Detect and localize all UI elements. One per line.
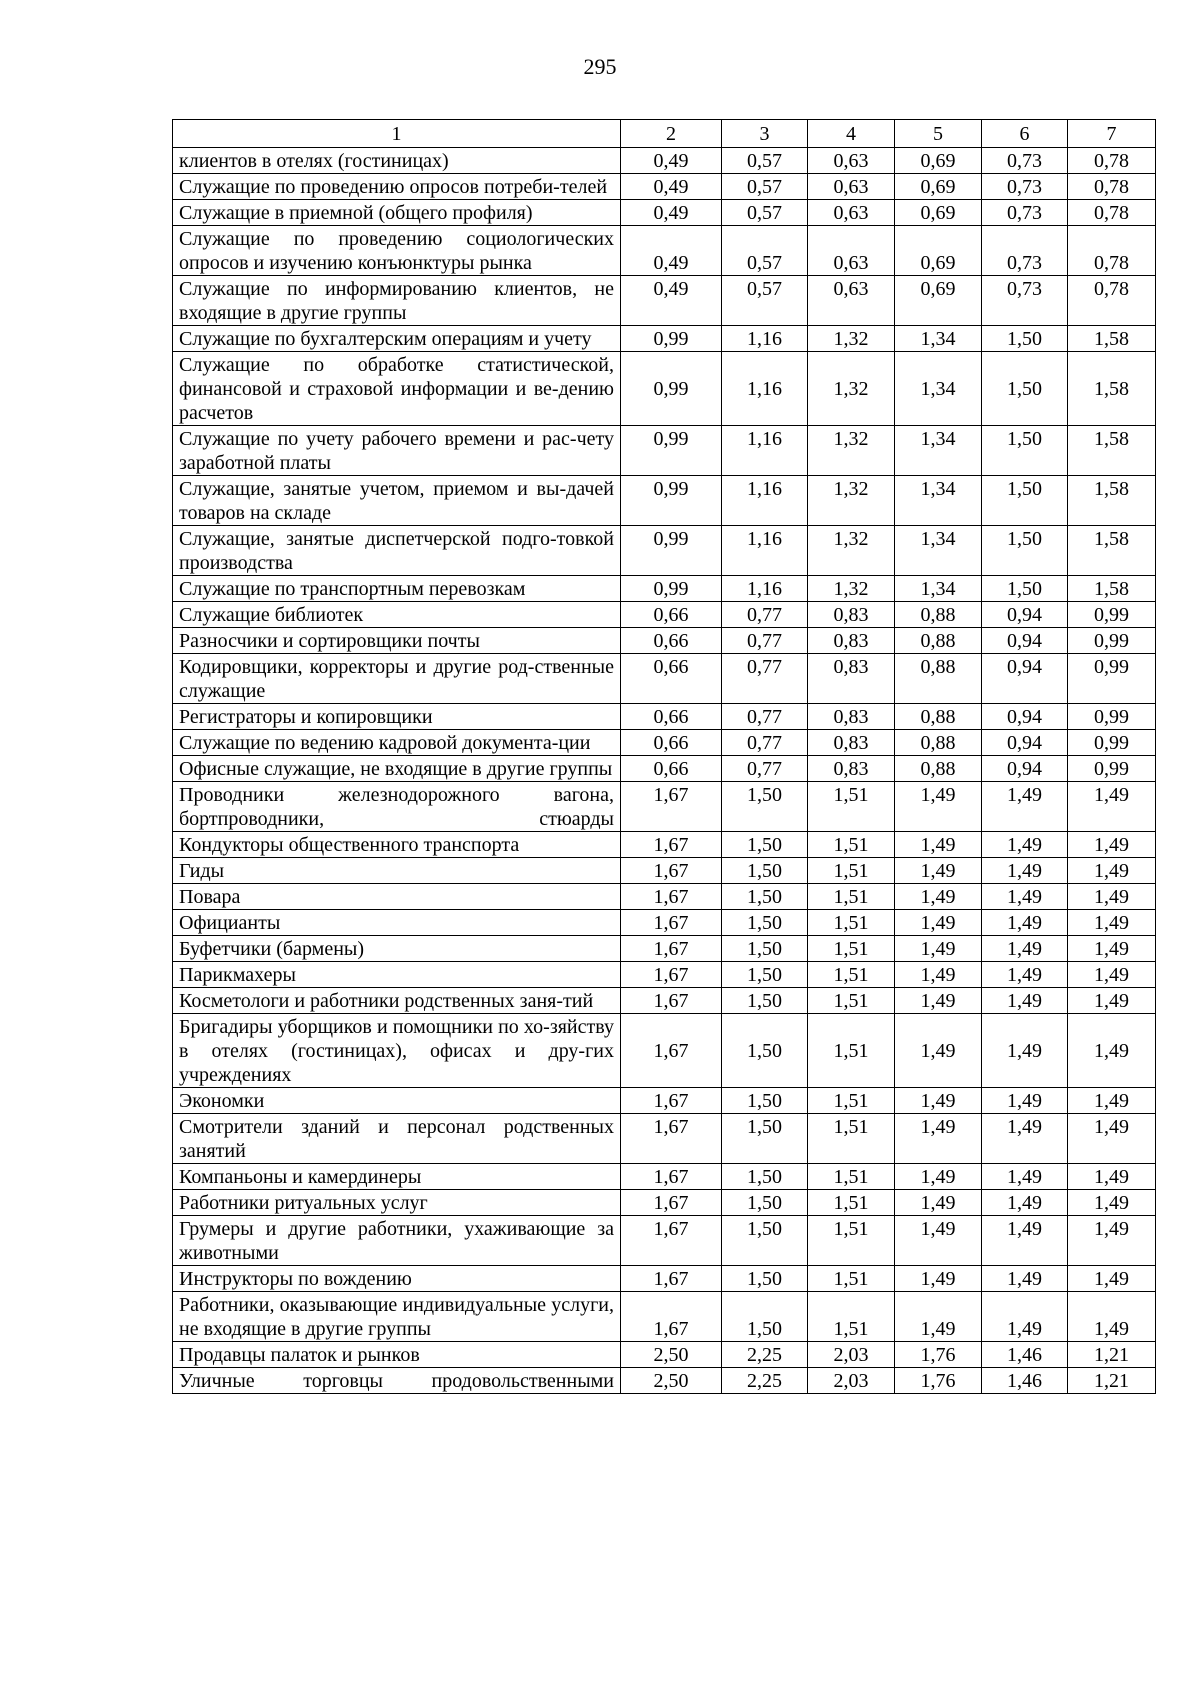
occupation-name: Гиды: [173, 858, 621, 884]
coefficient-cell: 1,50: [982, 326, 1068, 352]
coefficient-cell: 2,03: [808, 1342, 895, 1368]
coefficient-cell: 1,49: [1068, 1216, 1156, 1266]
coefficient-cell: 0,69: [895, 200, 982, 226]
occupation-name: Работники, оказывающие индивидуальные услуги, не входящие в другие группы: [173, 1292, 621, 1342]
coefficient-cell: 1,67: [621, 858, 722, 884]
coefficient-cell: 1,34: [895, 426, 982, 476]
coefficient-cell: 1,50: [722, 1088, 808, 1114]
table-row: [173, 910, 1156, 936]
coefficient-cell: 0,78: [1068, 148, 1156, 174]
coefficient-cell: 1,16: [722, 576, 808, 602]
coefficient-cell: 0,57: [722, 200, 808, 226]
occupation-name: Инструкторы по вождению: [173, 1266, 621, 1292]
coefficient-cell: 0,69: [895, 276, 982, 326]
occupation-name: Парикмахеры: [173, 962, 621, 988]
occupation-name: Служащие в приемной (общего профиля): [173, 200, 621, 226]
coefficient-cell: 0,94: [982, 602, 1068, 628]
coefficient-cell: 1,67: [621, 1014, 722, 1088]
coefficient-cell: 0,49: [621, 174, 722, 200]
table-row: [173, 426, 1156, 476]
coefficient-cell: 1,49: [1068, 1088, 1156, 1114]
coefficient-cell: 0,99: [621, 526, 722, 576]
coefficient-cell: 1,51: [808, 1114, 895, 1164]
coefficient-cell: 1,49: [895, 1114, 982, 1164]
coefficient-cell: 2,25: [722, 1368, 808, 1394]
table-row: [173, 730, 1156, 756]
coefficient-cell: 0,94: [982, 654, 1068, 704]
coefficient-cell: 1,49: [1068, 962, 1156, 988]
coefficient-cell: 2,25: [722, 1342, 808, 1368]
coefficient-cell: 1,34: [895, 476, 982, 526]
coefficient-cell: 1,49: [895, 782, 982, 832]
coefficient-cell: 0,99: [1068, 628, 1156, 654]
occupation-name: Служащие по бухгалтерским операциям и учету: [173, 326, 621, 352]
table-row: [173, 756, 1156, 782]
coefficient-cell: 0,73: [982, 226, 1068, 276]
coefficient-cell: 1,49: [1068, 782, 1156, 832]
coefficient-cell: 0,69: [895, 226, 982, 276]
coefficient-cell: 0,99: [621, 326, 722, 352]
coefficient-cell: 1,16: [722, 526, 808, 576]
table-row: [173, 1266, 1156, 1292]
coefficient-cell: 1,58: [1068, 326, 1156, 352]
table-row: [173, 326, 1156, 352]
coefficient-cell: 0,88: [895, 730, 982, 756]
coefficient-cell: 1,21: [1068, 1342, 1156, 1368]
coefficient-cell: 0,63: [808, 200, 895, 226]
occupation-name: Грумеры и другие работники, ухаживающие за животными: [173, 1216, 621, 1266]
coefficient-cell: 1,67: [621, 782, 722, 832]
coefficient-cell: 1,49: [1068, 1190, 1156, 1216]
occupation-name: Смотрители зданий и персонал родственных занятий: [173, 1114, 621, 1164]
coefficient-cell: 0,66: [621, 628, 722, 654]
occupation-name: Продавцы палаток и рынков: [173, 1342, 621, 1368]
coefficient-cell: 1,67: [621, 1292, 722, 1342]
coefficient-cell: 1,49: [982, 1266, 1068, 1292]
coefficient-cell: 1,49: [982, 1014, 1068, 1088]
coefficient-cell: 1,58: [1068, 426, 1156, 476]
coefficient-cell: 0,66: [621, 730, 722, 756]
occupation-name: Буфетчики (бармены): [173, 936, 621, 962]
coefficient-cell: 0,94: [982, 756, 1068, 782]
coefficient-cell: 1,49: [895, 1164, 982, 1190]
table-body: [173, 120, 1156, 1394]
coefficient-cell: 1,49: [895, 936, 982, 962]
coefficient-cell: 0,49: [621, 226, 722, 276]
coefficient-cell: 0,77: [722, 704, 808, 730]
header-cell: 3: [722, 120, 808, 148]
coefficient-cell: 1,50: [722, 910, 808, 936]
coefficient-cell: 1,16: [722, 352, 808, 426]
coefficient-cell: 1,51: [808, 1164, 895, 1190]
coefficient-cell: 0,77: [722, 602, 808, 628]
coefficient-cell: 1,49: [1068, 858, 1156, 884]
coefficient-cell: 1,67: [621, 1114, 722, 1164]
table-row: [173, 576, 1156, 602]
coefficient-cell: 1,67: [621, 988, 722, 1014]
coefficient-cell: 0,83: [808, 730, 895, 756]
coefficient-cell: 1,49: [1068, 910, 1156, 936]
coefficient-cell: 1,50: [982, 526, 1068, 576]
coefficients-table: [172, 119, 1156, 1394]
coefficient-cell: 0,63: [808, 174, 895, 200]
coefficient-cell: 1,51: [808, 1088, 895, 1114]
coefficient-cell: 1,49: [895, 1014, 982, 1088]
coefficient-cell: 0,49: [621, 200, 722, 226]
occupation-name: Косметологи и работники родственных заня-тий: [173, 988, 621, 1014]
occupation-name: Регистраторы и копировщики: [173, 704, 621, 730]
coefficient-cell: 0,49: [621, 276, 722, 326]
coefficient-cell: 1,50: [722, 1114, 808, 1164]
coefficient-cell: 2,50: [621, 1368, 722, 1394]
coefficient-cell: 0,78: [1068, 174, 1156, 200]
coefficient-cell: 1,58: [1068, 476, 1156, 526]
coefficient-cell: 0,88: [895, 704, 982, 730]
table-row: [173, 276, 1156, 326]
coefficient-cell: 1,51: [808, 988, 895, 1014]
coefficient-cell: 1,50: [722, 936, 808, 962]
coefficient-cell: 1,50: [722, 1164, 808, 1190]
coefficient-cell: 2,50: [621, 1342, 722, 1368]
coefficient-cell: 1,49: [982, 782, 1068, 832]
coefficient-cell: 1,49: [982, 936, 1068, 962]
coefficient-cell: 1,49: [1068, 936, 1156, 962]
coefficient-cell: 1,34: [895, 352, 982, 426]
table-row: [173, 148, 1156, 174]
table-row: [173, 1088, 1156, 1114]
coefficient-cell: 1,49: [982, 1088, 1068, 1114]
occupation-name: Служащие, занятые диспетчерской подго-товкой производства: [173, 526, 621, 576]
table-row: [173, 988, 1156, 1014]
coefficient-cell: 1,49: [895, 962, 982, 988]
coefficient-cell: 1,76: [895, 1342, 982, 1368]
coefficient-cell: 0,94: [982, 628, 1068, 654]
coefficient-cell: 0,77: [722, 730, 808, 756]
coefficient-cell: 0,83: [808, 756, 895, 782]
occupation-name: Служащие по проведению опросов потреби-телей: [173, 174, 621, 200]
coefficient-cell: 1,49: [982, 988, 1068, 1014]
coefficient-cell: 1,49: [895, 1216, 982, 1266]
occupation-name: Служащие по проведению социологических опросов и изучению конъюнктуры рынка: [173, 226, 621, 276]
table-row: [173, 1368, 1156, 1394]
coefficient-cell: 1,49: [1068, 1164, 1156, 1190]
table-row: [173, 1216, 1156, 1266]
coefficient-cell: 1,50: [722, 782, 808, 832]
table-row: [173, 174, 1156, 200]
table-row: [173, 1342, 1156, 1368]
coefficient-cell: 1,21: [1068, 1368, 1156, 1394]
coefficient-cell: 0,88: [895, 628, 982, 654]
coefficient-cell: 1,49: [895, 910, 982, 936]
table-row: [173, 962, 1156, 988]
coefficient-cell: 0,83: [808, 628, 895, 654]
coefficient-cell: 1,51: [808, 1292, 895, 1342]
coefficient-cell: 1,51: [808, 1266, 895, 1292]
coefficient-cell: 1,46: [982, 1368, 1068, 1394]
coefficient-cell: 1,49: [982, 1292, 1068, 1342]
coefficient-cell: 0,77: [722, 756, 808, 782]
coefficient-cell: 1,49: [1068, 1292, 1156, 1342]
coefficient-cell: 0,78: [1068, 276, 1156, 326]
coefficient-cell: 1,49: [982, 910, 1068, 936]
occupation-name: Служащие по транспортным перевозкам: [173, 576, 621, 602]
table-row: [173, 1114, 1156, 1164]
coefficient-cell: 1,67: [621, 962, 722, 988]
coefficient-cell: 0,88: [895, 602, 982, 628]
coefficient-cell: 0,83: [808, 704, 895, 730]
coefficient-cell: 1,67: [621, 936, 722, 962]
coefficient-cell: 2,03: [808, 1368, 895, 1394]
coefficient-cell: 1,51: [808, 884, 895, 910]
coefficient-cell: 0,57: [722, 226, 808, 276]
coefficient-cell: 1,49: [1068, 1266, 1156, 1292]
header-cell: 5: [895, 120, 982, 148]
coefficient-cell: 1,67: [621, 1088, 722, 1114]
coefficient-cell: 1,51: [808, 782, 895, 832]
occupation-name: Бригадиры уборщиков и помощники по хо-зяйству в отелях (гостиницах), офисах и дру-гих учреждениях: [173, 1014, 621, 1088]
coefficient-cell: 1,49: [1068, 1014, 1156, 1088]
page-number: 295: [583, 54, 617, 79]
table-row: [173, 936, 1156, 962]
coefficient-cell: 0,69: [895, 148, 982, 174]
coefficient-cell: 1,50: [982, 476, 1068, 526]
coefficient-cell: 1,16: [722, 476, 808, 526]
coefficient-cell: 1,51: [808, 1190, 895, 1216]
coefficient-cell: 1,49: [1068, 884, 1156, 910]
coefficient-cell: 1,32: [808, 476, 895, 526]
coefficient-cell: 1,50: [722, 962, 808, 988]
occupation-name: Уличные торговцы продовольственными: [173, 1368, 621, 1394]
coefficient-cell: 0,88: [895, 756, 982, 782]
coefficient-cell: 1,49: [895, 988, 982, 1014]
occupation-name: Работники ритуальных услуг: [173, 1190, 621, 1216]
occupation-name: Служащие библиотек: [173, 602, 621, 628]
coefficient-cell: 0,99: [1068, 602, 1156, 628]
coefficient-cell: 0,63: [808, 226, 895, 276]
occupation-name: Служащие по учету рабочего времени и рас-чету заработной платы: [173, 426, 621, 476]
coefficient-cell: 1,58: [1068, 576, 1156, 602]
coefficient-cell: 1,49: [982, 1216, 1068, 1266]
coefficient-cell: 0,49: [621, 148, 722, 174]
occupation-name: Служащие по информированию клиентов, не входящие в другие группы: [173, 276, 621, 326]
table-row: [173, 704, 1156, 730]
table-row: [173, 832, 1156, 858]
header-cell: 7: [1068, 120, 1156, 148]
coefficient-cell: 0,69: [895, 174, 982, 200]
coefficient-cell: 1,34: [895, 326, 982, 352]
coefficient-cell: 0,99: [621, 352, 722, 426]
coefficient-cell: 0,78: [1068, 200, 1156, 226]
table-row: [173, 1164, 1156, 1190]
occupation-name: Повара: [173, 884, 621, 910]
coefficient-cell: 1,46: [982, 1342, 1068, 1368]
coefficient-cell: 1,58: [1068, 526, 1156, 576]
table-row: [173, 628, 1156, 654]
occupation-name: Офисные служащие, не входящие в другие группы: [173, 756, 621, 782]
coefficient-cell: 1,34: [895, 526, 982, 576]
coefficient-cell: 1,16: [722, 426, 808, 476]
coefficient-cell: 1,67: [621, 884, 722, 910]
occupation-name: Проводники железнодорожного вагона, бортпроводники, стюарды: [173, 782, 621, 832]
table-row: [173, 476, 1156, 526]
coefficient-cell: 0,99: [621, 476, 722, 526]
coefficient-cell: 0,66: [621, 704, 722, 730]
coefficient-cell: 1,32: [808, 526, 895, 576]
coefficient-cell: 1,49: [895, 884, 982, 910]
coefficient-cell: 1,51: [808, 858, 895, 884]
coefficient-cell: 1,49: [895, 832, 982, 858]
coefficient-cell: 1,50: [722, 1014, 808, 1088]
coefficient-cell: 1,49: [982, 884, 1068, 910]
coefficient-cell: 1,50: [722, 884, 808, 910]
coefficient-cell: 1,49: [895, 1088, 982, 1114]
header-cell: 4: [808, 120, 895, 148]
coefficient-cell: 0,66: [621, 602, 722, 628]
coefficient-cell: 1,51: [808, 962, 895, 988]
coefficient-cell: 1,50: [722, 1292, 808, 1342]
occupation-name: Разносчики и сортировщики почты: [173, 628, 621, 654]
coefficient-cell: 1,51: [808, 910, 895, 936]
coefficient-cell: 1,51: [808, 936, 895, 962]
occupation-name: Экономки: [173, 1088, 621, 1114]
table-row: [173, 352, 1156, 426]
coefficient-cell: 1,49: [1068, 832, 1156, 858]
table-row: [173, 602, 1156, 628]
occupation-name: клиентов в отелях (гостиницах): [173, 148, 621, 174]
coefficient-cell: 1,50: [722, 858, 808, 884]
coefficient-cell: 1,50: [982, 426, 1068, 476]
coefficient-cell: 0,66: [621, 756, 722, 782]
coefficient-cell: 1,49: [982, 1164, 1068, 1190]
coefficient-cell: 1,67: [621, 910, 722, 936]
table-row: [173, 1014, 1156, 1088]
coefficient-cell: 1,49: [895, 858, 982, 884]
coefficient-cell: 1,49: [895, 1190, 982, 1216]
coefficient-cell: 0,77: [722, 628, 808, 654]
occupation-name: Компаньоны и камердинеры: [173, 1164, 621, 1190]
coefficient-cell: 1,50: [722, 1266, 808, 1292]
coefficient-cell: 0,83: [808, 654, 895, 704]
coefficient-cell: 0,63: [808, 148, 895, 174]
coefficient-cell: 0,66: [621, 654, 722, 704]
coefficient-cell: 0,94: [982, 704, 1068, 730]
table-row: [173, 858, 1156, 884]
table-row: [173, 200, 1156, 226]
coefficient-cell: 0,99: [1068, 730, 1156, 756]
coefficient-cell: 1,67: [621, 1164, 722, 1190]
table-row: [173, 884, 1156, 910]
coefficient-cell: 1,51: [808, 832, 895, 858]
coefficient-cell: 1,50: [982, 352, 1068, 426]
table-row: [173, 226, 1156, 276]
coefficient-cell: 0,77: [722, 654, 808, 704]
coefficient-cell: 1,49: [895, 1292, 982, 1342]
coefficient-cell: 1,49: [982, 832, 1068, 858]
coefficient-cell: 0,88: [895, 654, 982, 704]
occupation-name: Служащие по ведению кадровой документа-ции: [173, 730, 621, 756]
coefficient-cell: 1,50: [982, 576, 1068, 602]
coefficient-cell: 1,51: [808, 1014, 895, 1088]
header-cell: 6: [982, 120, 1068, 148]
coefficient-cell: 0,83: [808, 602, 895, 628]
coefficient-cell: 1,67: [621, 1216, 722, 1266]
coefficient-cell: 1,50: [722, 832, 808, 858]
coefficient-cell: 1,49: [982, 858, 1068, 884]
table-row: [173, 782, 1156, 832]
occupation-name: Кодировщики, корректоры и другие род-ственные служащие: [173, 654, 621, 704]
coefficient-cell: 1,32: [808, 352, 895, 426]
coefficient-cell: 0,73: [982, 174, 1068, 200]
coefficient-cell: 1,50: [722, 1190, 808, 1216]
table-row: [173, 654, 1156, 704]
coefficient-cell: 1,32: [808, 326, 895, 352]
coefficient-cell: 0,99: [621, 426, 722, 476]
coefficient-cell: 1,76: [895, 1368, 982, 1394]
occupation-name: Официанты: [173, 910, 621, 936]
coefficient-cell: 1,50: [722, 988, 808, 1014]
header-cell: 1: [173, 120, 621, 148]
coefficient-cell: 1,58: [1068, 352, 1156, 426]
coefficient-cell: 0,99: [1068, 654, 1156, 704]
coefficient-cell: 1,49: [982, 1114, 1068, 1164]
occupation-name: Кондукторы общественного транспорта: [173, 832, 621, 858]
table-row: [173, 526, 1156, 576]
coefficient-cell: 0,99: [621, 576, 722, 602]
coefficient-cell: 0,57: [722, 174, 808, 200]
coefficient-cell: 0,57: [722, 148, 808, 174]
coefficient-cell: 1,49: [982, 962, 1068, 988]
coefficient-cell: 1,34: [895, 576, 982, 602]
coefficient-cell: 0,78: [1068, 226, 1156, 276]
coefficient-cell: 1,51: [808, 1216, 895, 1266]
coefficient-cell: 1,49: [982, 1190, 1068, 1216]
coefficient-cell: 0,73: [982, 200, 1068, 226]
coefficient-cell: 1,49: [895, 1266, 982, 1292]
coefficient-cell: 1,32: [808, 426, 895, 476]
coefficient-cell: 1,67: [621, 1266, 722, 1292]
coefficient-cell: 0,73: [982, 276, 1068, 326]
header-cell: 2: [621, 120, 722, 148]
table-header-row: [173, 120, 1156, 148]
coefficient-cell: 1,49: [1068, 1114, 1156, 1164]
table-row: [173, 1292, 1156, 1342]
coefficient-cell: 1,16: [722, 326, 808, 352]
coefficient-cell: 0,94: [982, 730, 1068, 756]
coefficient-cell: 1,67: [621, 832, 722, 858]
occupation-name: Служащие, занятые учетом, приемом и вы-дачей товаров на складе: [173, 476, 621, 526]
coefficient-cell: 0,99: [1068, 704, 1156, 730]
coefficient-cell: 0,99: [1068, 756, 1156, 782]
coefficient-cell: 0,73: [982, 148, 1068, 174]
coefficient-cell: 0,57: [722, 276, 808, 326]
coefficient-cell: 1,67: [621, 1190, 722, 1216]
table-row: [173, 1190, 1156, 1216]
coefficient-cell: 1,32: [808, 576, 895, 602]
coefficient-cell: 0,63: [808, 276, 895, 326]
coefficient-cell: 1,50: [722, 1216, 808, 1266]
coefficient-cell: 1,49: [1068, 988, 1156, 1014]
occupation-name: Служащие по обработке статистической, финансовой и страховой информации и ве-дению расчетов: [173, 352, 621, 426]
